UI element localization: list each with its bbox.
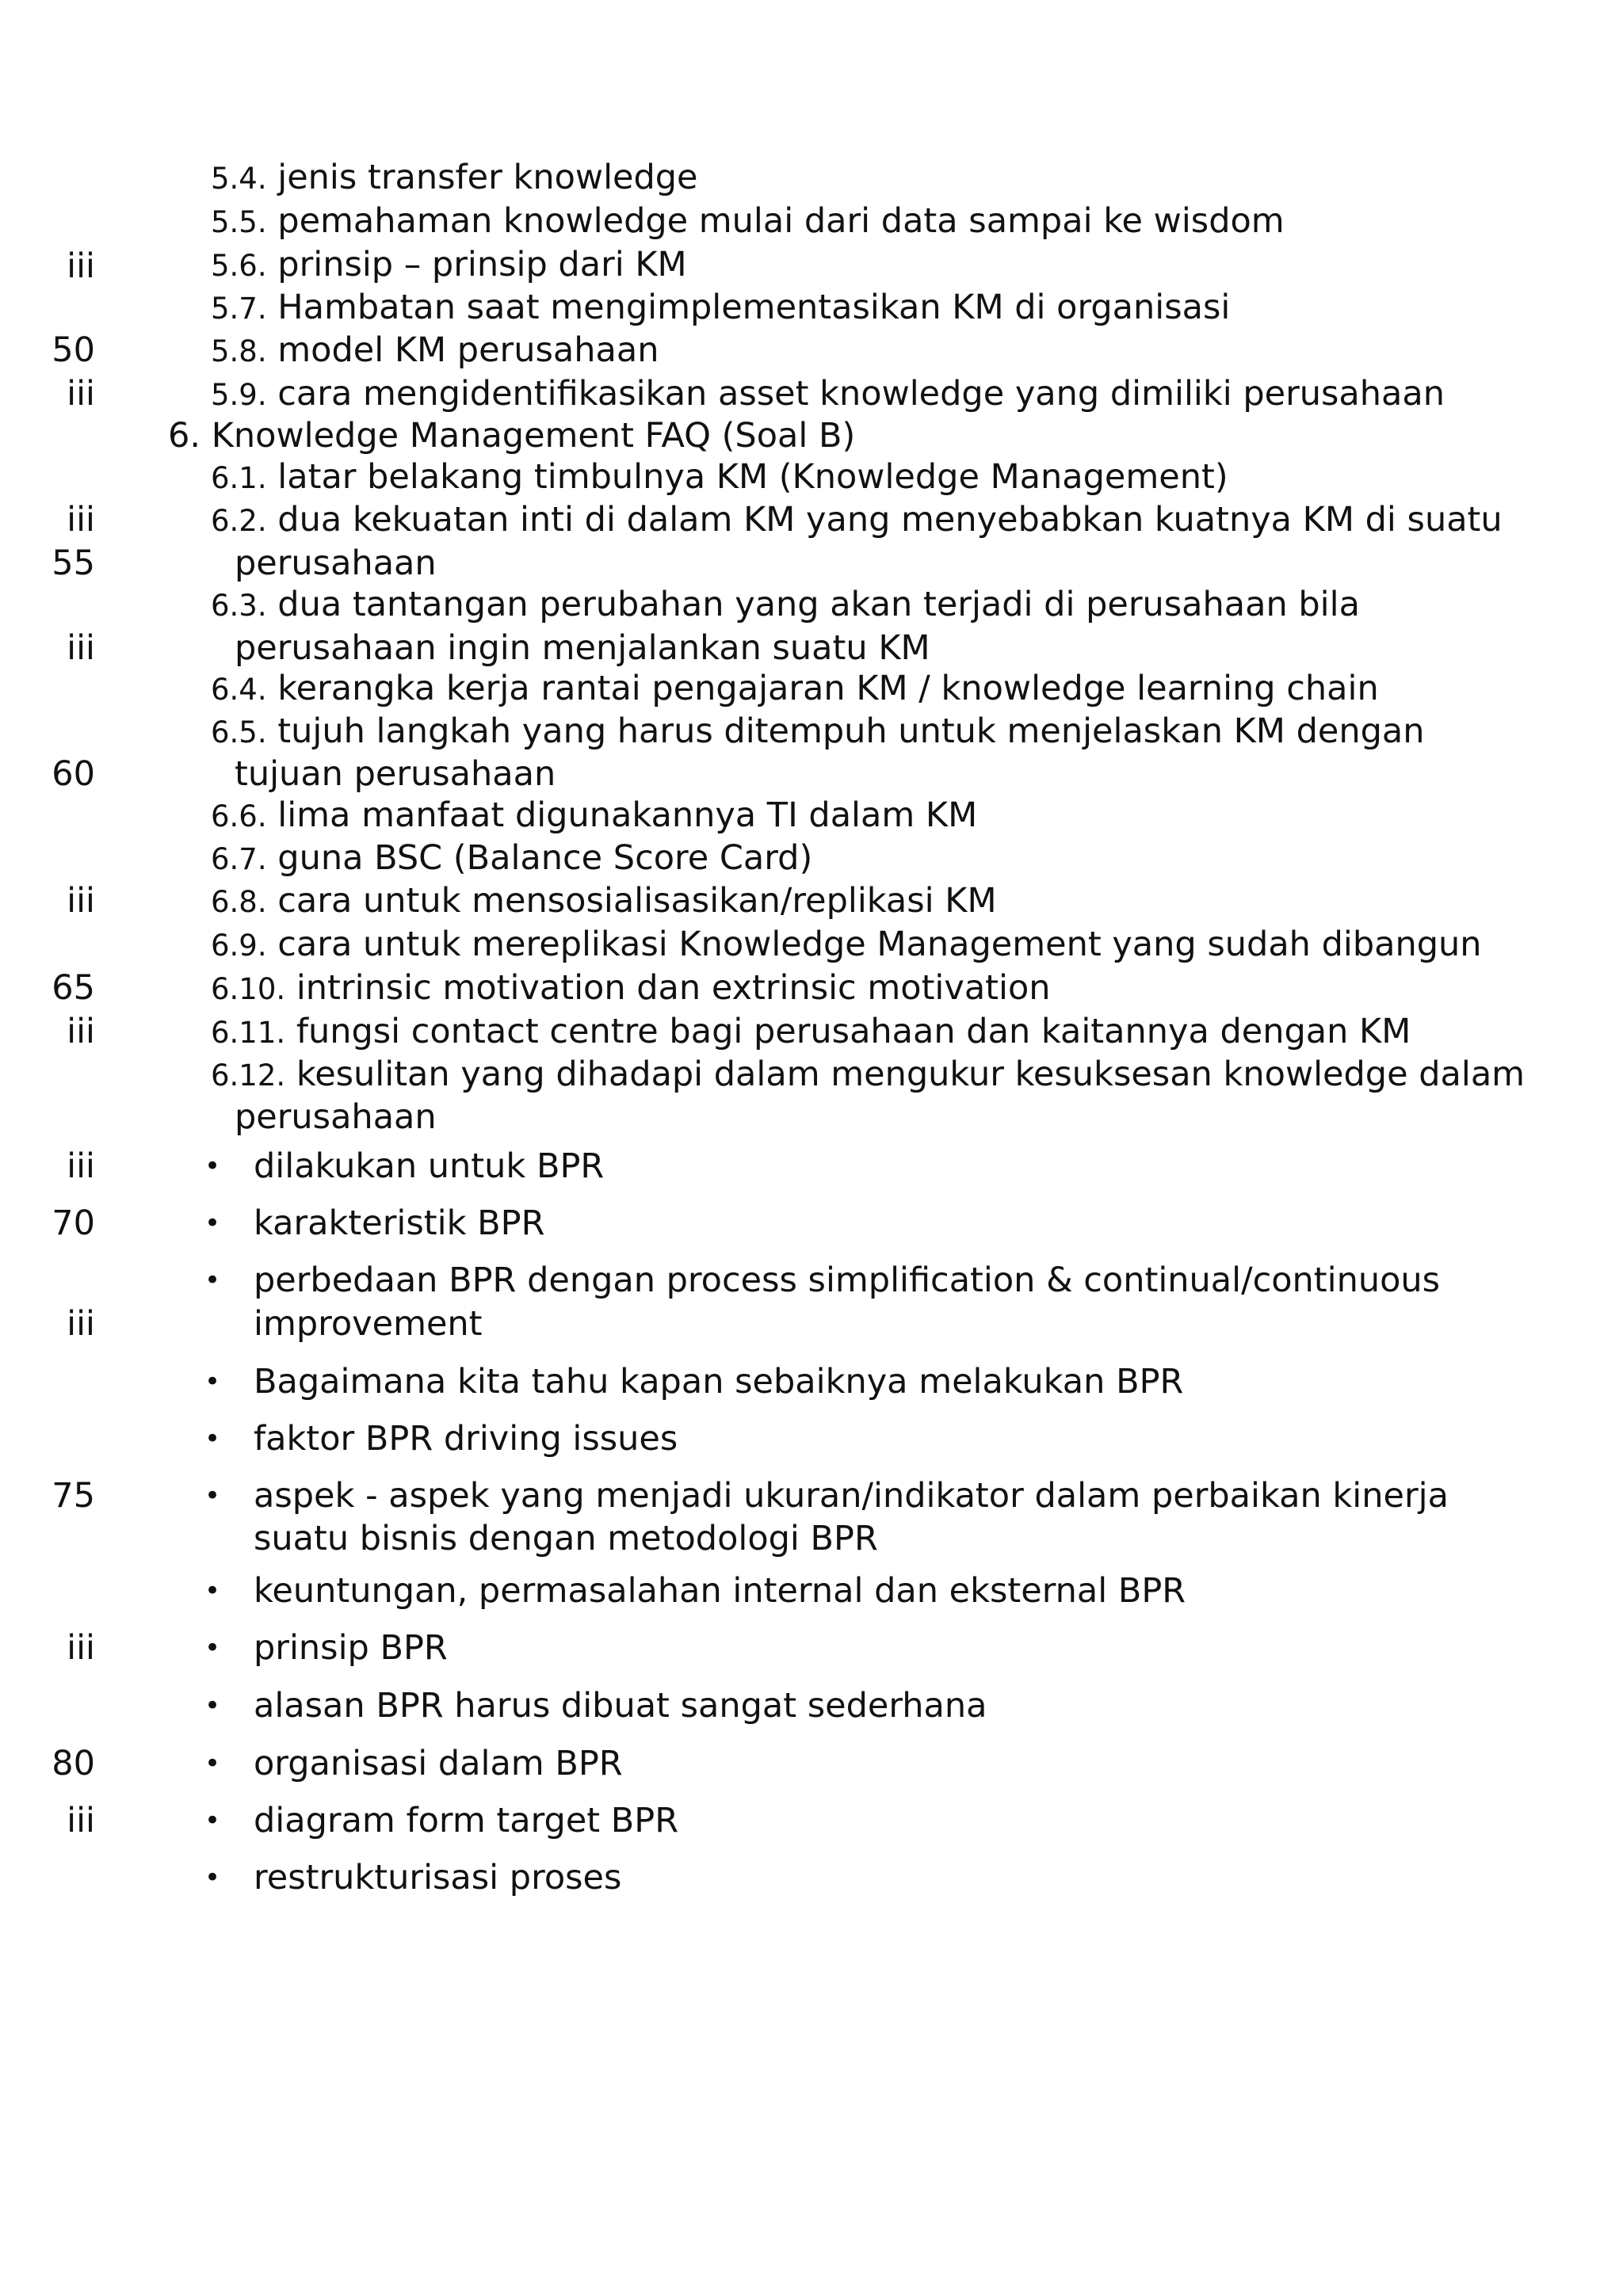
- bullet-icon: •: [204, 1423, 221, 1455]
- item-continuation: perusahaan ingin menjalankan suatu KM: [235, 628, 930, 668]
- item-text: cara untuk mensosialisasikan/replikasi KM: [277, 881, 997, 921]
- item-number: 6.7.: [211, 842, 267, 876]
- margin-mark: 65: [52, 968, 95, 1008]
- bullet-icon: •: [204, 1150, 221, 1182]
- item-text: pemahaman knowledge mulai dari data sampai ke wisdom: [277, 201, 1285, 241]
- item-text: latar belakang timbulnya KM (Knowledge Management): [277, 457, 1228, 497]
- bullet-text: Bagaimana kita tahu kapan sebaiknya melakukan BPR: [254, 1362, 1184, 1402]
- section-number: 6.: [168, 416, 201, 456]
- item-number: 6.10.: [211, 972, 286, 1006]
- item-text: cara mengidentifikasikan asset knowledge yang dimiliki perusahaan: [277, 374, 1445, 414]
- bullet-text: prinsip BPR: [254, 1628, 448, 1668]
- item-number: 6.8.: [211, 885, 267, 919]
- bullet-icon: •: [204, 1207, 221, 1239]
- margin-mark: 50: [52, 330, 95, 370]
- item-number: 5.4.: [211, 162, 267, 196]
- list-item: [211, 880, 997, 923]
- margin-mark: iii: [67, 246, 95, 286]
- margin-mark: 60: [52, 754, 95, 794]
- item-number: 6.4.: [211, 673, 267, 707]
- item-continuation: perusahaan: [235, 1097, 437, 1137]
- item-text: jenis transfer knowledge: [277, 158, 698, 197]
- bullet-text: diagram form target BPR: [254, 1801, 679, 1840]
- item-text: Hambatan saat mengimplementasikan KM di organisasi: [277, 288, 1231, 327]
- margin-mark: iii: [67, 1012, 95, 1051]
- item-number: 6.6.: [211, 799, 267, 833]
- bullet-text: organisasi dalam BPR: [254, 1744, 623, 1783]
- list-item: [211, 924, 1482, 967]
- margin-mark: iii: [67, 881, 95, 921]
- list-item: [211, 668, 1379, 711]
- margin-mark: iii: [67, 628, 95, 668]
- bullet-text: alasan BPR harus dibuat sangat sederhana: [254, 1686, 987, 1726]
- margin-mark: iii: [67, 374, 95, 414]
- list-item: [211, 1054, 1525, 1097]
- bullet-text: restrukturisasi proses: [254, 1858, 622, 1897]
- item-number: 5.9.: [211, 378, 267, 412]
- item-continuation: perusahaan: [235, 543, 437, 583]
- bullet-text: faktor BPR driving issues: [254, 1419, 678, 1459]
- bullet-text: keuntungan, permasalahan internal dan eksternal BPR: [254, 1571, 1186, 1611]
- item-text: kerangka kerja rantai pengajaran KM / knowledge learning chain: [277, 669, 1379, 708]
- bullet-text: dilakukan untuk BPR: [254, 1146, 605, 1186]
- list-item: [211, 200, 1285, 243]
- section-6-heading: [168, 415, 855, 456]
- bullet-icon: •: [204, 1690, 221, 1722]
- item-number: 5.8.: [211, 334, 267, 368]
- item-text: lima manfaat digunakannya TI dalam KM: [277, 795, 978, 835]
- margin-mark: iii: [67, 500, 95, 540]
- margin-mark: iii: [67, 1801, 95, 1840]
- item-number: 6.2.: [211, 504, 267, 538]
- list-item: [211, 1011, 1411, 1054]
- margin-mark: 70: [52, 1203, 95, 1243]
- margin-mark: 55: [52, 543, 95, 583]
- margin-mark: iii: [67, 1628, 95, 1668]
- item-text: fungsi contact centre bagi perusahaan dan kaitannya dengan KM: [296, 1012, 1411, 1051]
- list-item: [211, 456, 1228, 499]
- list-item: [211, 244, 687, 287]
- list-item: [211, 795, 977, 837]
- item-text: model KM perusahaan: [277, 330, 659, 370]
- item-continuation: tujuan perusahaan: [235, 754, 556, 794]
- bullet-text: aspek - aspek yang menjadi ukuran/indikator dalam perbaikan kinerja: [254, 1476, 1449, 1516]
- list-item: [211, 837, 812, 880]
- bullet-icon: •: [204, 1366, 221, 1398]
- list-item: [211, 584, 1360, 627]
- list-item: [211, 373, 1445, 416]
- item-number: 6.9.: [211, 929, 267, 963]
- item-text: dua tantangan perubahan yang akan terjadi di perusahaan bila: [277, 585, 1360, 624]
- list-item: [211, 499, 1503, 542]
- bullet-text-continuation: suatu bisnis dengan metodologi BPR: [254, 1519, 878, 1558]
- item-number: 6.5.: [211, 715, 267, 749]
- margin-mark: iii: [67, 1304, 95, 1344]
- bullet-icon: •: [204, 1748, 221, 1779]
- list-item: [211, 330, 659, 372]
- item-number: 6.3.: [211, 589, 267, 623]
- item-number: 6.11.: [211, 1016, 286, 1050]
- bullet-icon: •: [204, 1632, 221, 1664]
- bullet-icon: •: [204, 1264, 221, 1296]
- bullet-text: perbedaan BPR dengan process simplification & continual/continuous: [254, 1261, 1441, 1300]
- margin-mark: 75: [52, 1476, 95, 1516]
- bullet-icon: •: [204, 1862, 221, 1894]
- item-text: intrinsic motivation dan extrinsic motivation: [296, 968, 1051, 1008]
- list-item: [211, 711, 1424, 753]
- item-text: guna BSC (Balance Score Card): [277, 838, 813, 878]
- item-text: cara untuk mereplikasi Knowledge Management yang sudah dibangun: [277, 925, 1482, 964]
- margin-mark: iii: [67, 1146, 95, 1186]
- item-number: 5.7.: [211, 292, 267, 326]
- item-text: dua kekuatan inti di dalam KM yang menyebabkan kuatnya KM di suatu: [277, 500, 1503, 540]
- margin-mark: 80: [52, 1744, 95, 1783]
- item-number: 6.1.: [211, 461, 267, 495]
- list-item: [211, 967, 1051, 1010]
- item-text: kesulitan yang dihadapi dalam mengukur kesuksesan knowledge dalam: [296, 1055, 1526, 1094]
- item-number: 6.12.: [211, 1058, 286, 1093]
- item-number: 5.6.: [211, 249, 267, 283]
- section-title: Knowledge Management FAQ (Soal B): [211, 416, 856, 456]
- list-item: [211, 157, 698, 200]
- list-item: [211, 287, 1230, 330]
- item-text: prinsip – prinsip dari KM: [277, 245, 687, 284]
- bullet-icon: •: [204, 1575, 221, 1607]
- bullet-text-continuation: improvement: [254, 1304, 483, 1344]
- item-text: tujuh langkah yang harus ditempuh untuk menjelaskan KM dengan: [277, 711, 1425, 751]
- item-number: 5.5.: [211, 205, 267, 239]
- bullet-icon: •: [204, 1480, 221, 1512]
- bullet-text: karakteristik BPR: [254, 1203, 545, 1243]
- bullet-icon: •: [204, 1805, 221, 1836]
